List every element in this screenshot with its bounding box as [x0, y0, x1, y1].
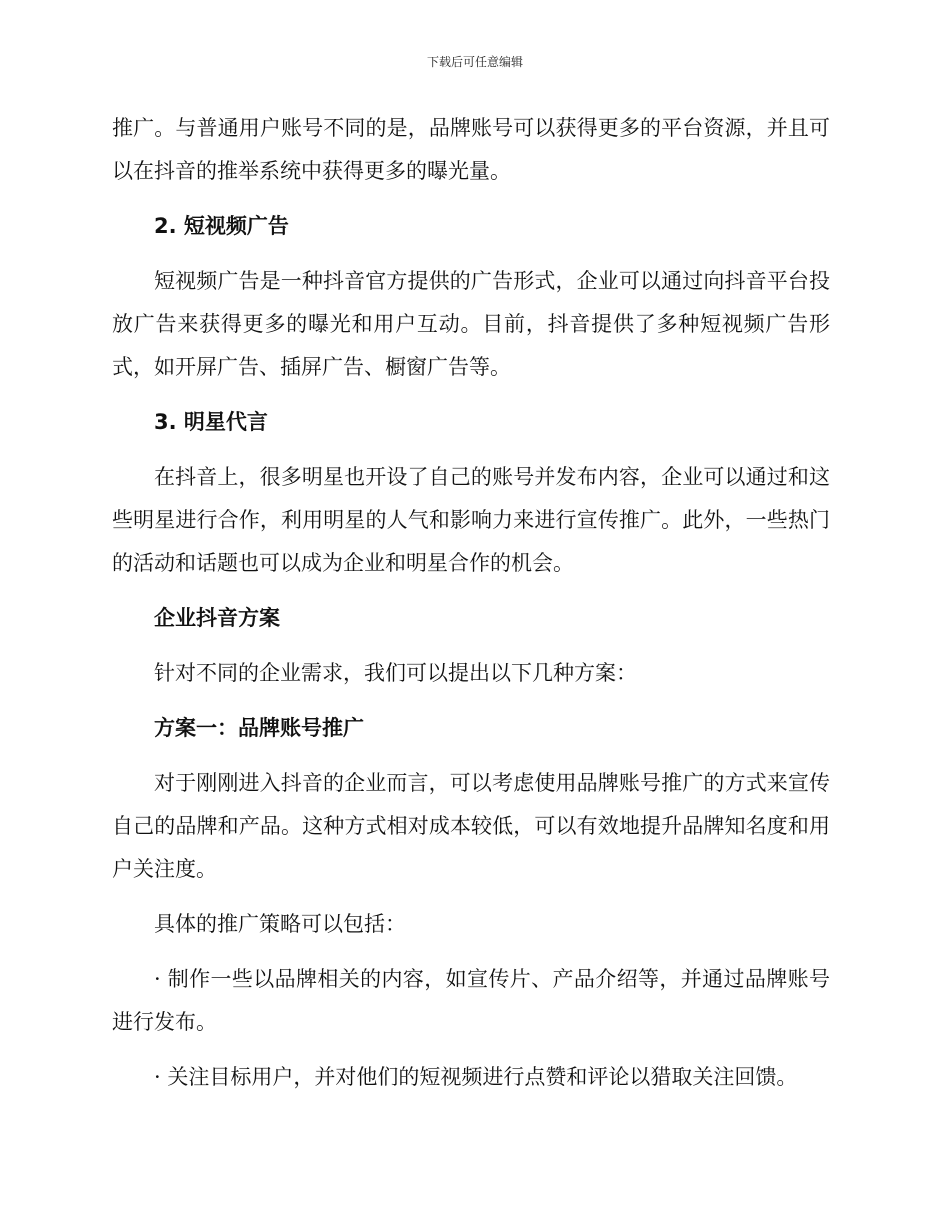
section-heading-enterprise-plan: 企业抖音方案	[154, 606, 280, 630]
list-item-strategy-1: · 制作一些以品牌相关的内容，如宣传片、产品介绍等，并通过品牌账号进行发布。	[112, 967, 830, 1034]
paragraph-continuation: 推广。与普通用户账号不同的是，品牌账号可以获得更多的平台资源，并且可以在抖音的推举系统中获得更多的曝光量。	[112, 116, 830, 183]
paragraph-short-video-ads: 短视频广告是一种抖音官方提供的广告形式，企业可以通过向抖音平台投放广告来获得更多的曝光和用户互动。目前，抖音提供了多种短视频广告形式，如开屏广告、插屏广告、橱窗广告等。	[112, 269, 830, 379]
section-heading-celebrity-endorsement: 3. 明星代言	[154, 410, 268, 434]
paragraph-strategy-intro: 具体的推广策略可以包括：	[154, 912, 406, 936]
paragraph-celebrity-endorsement: 在抖音上，很多明星也开设了自己的账号并发布内容，企业可以通过和这些明星进行合作，利用明星的人气和影响力来进行宣传推广。此外，一些热门的活动和话题也可以成为企业和明星合作的机会。	[112, 465, 830, 575]
section-heading-plan-one: 方案一：品牌账号推广	[154, 716, 364, 740]
paragraph-plan-intro: 针对不同的企业需求，我们可以提出以下几种方案：	[154, 661, 637, 685]
paragraph-plan-one: 对于刚刚进入抖音的企业而言，可以考虑使用品牌账号推广的方式来宣传自己的品牌和产品。这种方式相对成本较低，可以有效地提升品牌知名度和用户关注度。	[112, 771, 830, 881]
document-body	[112, 107, 830, 1099]
section-heading-short-video-ads: 2. 短视频广告	[154, 214, 289, 238]
list-item-strategy-2: · 关注目标用户，并对他们的短视频进行点赞和评论以猎取关注回馈。	[154, 1065, 798, 1089]
page-header: 下载后可任意编辑	[426, 55, 523, 69]
